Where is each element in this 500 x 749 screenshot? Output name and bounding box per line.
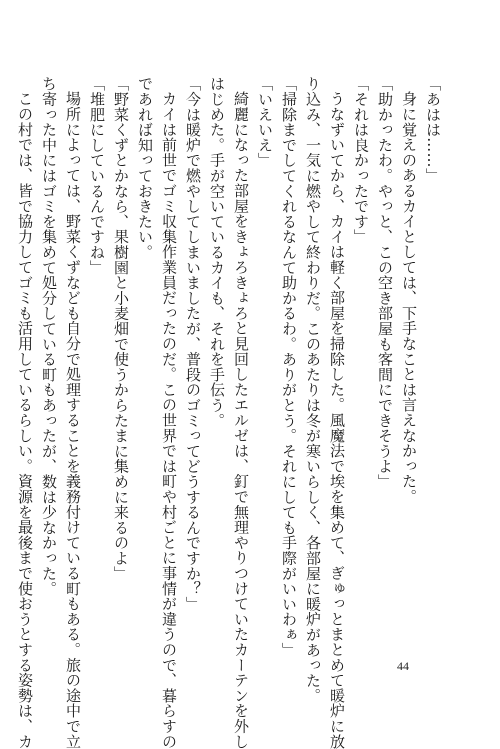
- text-line-8: 「いえいえ」: [256, 76, 274, 168]
- text-line-13: であれば知っておきたい。: [136, 76, 154, 260]
- text-line-4: 「それは良かったです」: [352, 76, 370, 245]
- text-line-6: り込み、一気に燃やして終わりだ。このあたりは冬が寒いらしく、各部屋に暖炉があった。: [304, 76, 322, 704]
- text-line-7: 「掃除までしてくれるなんて助かるわ。ありがとう。それにしても手際がいいわぁ」: [280, 76, 298, 658]
- text-line-2: 身に覚えのあるカイとしては、下手なことは言えなかった。: [400, 91, 418, 505]
- text-line-14: 「野菜くずとかなら、果樹園と小麦畑で使うからたまに集めに来るのよ」: [112, 76, 130, 581]
- page-number: 44: [397, 659, 409, 673]
- text-line-17: ち寄った中にはゴミを集めて処分している町もあったが、数は少なかった。: [40, 76, 58, 597]
- text-line-16: 場所によっては、野菜くずなども自分で処理することを義務付けている町もある。旅の途中で立: [64, 91, 82, 749]
- text-line-18: この村では、皆で協力してゴミも活用しているらしい。資源を最後まで使おうとする姿勢は、カ: [16, 91, 34, 749]
- text-line-3: 「助かったわ。やっと、この空き部屋も客間にできそうよ」: [376, 76, 394, 490]
- text-line-15: 「堆肥にしているんですね」: [88, 76, 106, 275]
- text-line-1: 「あはは……」: [424, 76, 442, 184]
- text-line-9: 綺麗になった部屋をきょろきょろと見回したエルゼは、釘で無理やりつけていたカーテンを外し: [232, 91, 250, 749]
- text-line-12: カイは前世でゴミ収集作業員だったのだ。この世界では町や村ごとに事情が違うので、暮らすの: [160, 91, 178, 749]
- text-line-5: うなずいてから、カイは軽く部屋を掃除した。風魔法で埃を集めて、ぎゅっとまとめて暖炉に放: [328, 91, 346, 749]
- text-line-10: はじめた。手が空いているカイも、それを手伝う。: [208, 76, 226, 428]
- text-line-11: 「今は暖炉で燃やしてしまいましたが、普段のゴミってどうするんですか？」: [184, 76, 202, 612]
